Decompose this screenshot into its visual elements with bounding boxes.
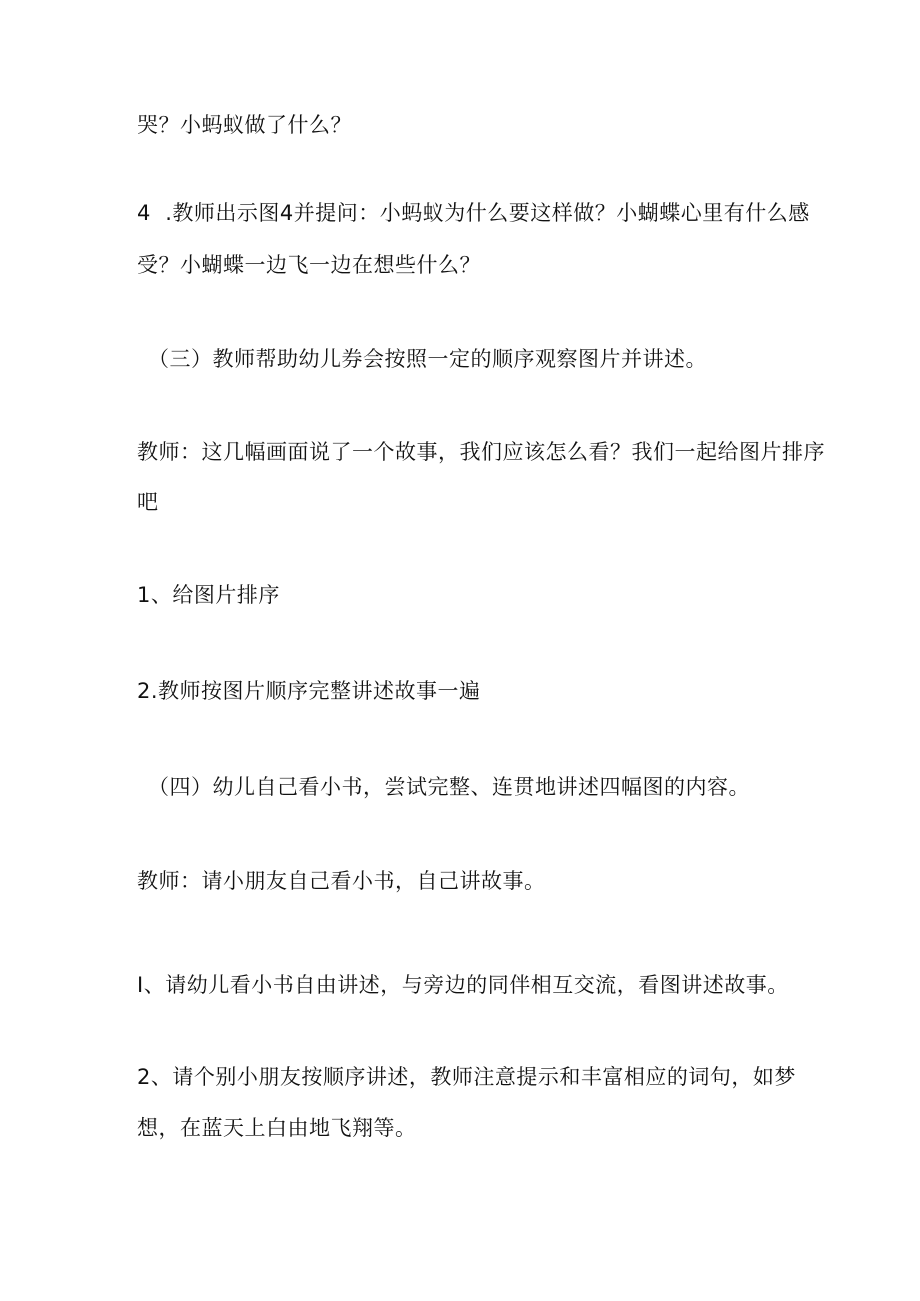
paragraph-line-2: 4 .教师出示图4并提问：小蚂蚁为什么要这样做？小蝴蝶心里有什么感	[137, 201, 810, 225]
paragraph-line-6: 教师：请小朋友自己看小书，自己讲故事。	[137, 869, 546, 893]
paragraph-line-1: 哭？小蚂蚁做了什么？	[137, 113, 352, 137]
paragraph-line-5: 吧	[137, 490, 159, 514]
list-item-4: 2、请个别小朋友按顺序讲述，教师注意提示和丰富相应的词句，如梦	[137, 1065, 796, 1089]
list-item-4-continued: 想，在蓝天上白由地飞翔等。	[137, 1116, 417, 1140]
paragraph-line-3: 受？小蝴蝶一边飞一边在想些什么？	[137, 253, 481, 277]
list-item-1: 1、给图片排序	[137, 583, 280, 607]
section-heading-3: （三）教师帮助幼儿券会按照一定的顺序观察图片并讲述。	[148, 347, 707, 371]
section-heading-4: （四）幼儿自己看小书，尝试完整、连贯地讲述四幅图的内容。	[148, 775, 750, 799]
list-item-3: I、请幼儿看小书自由讲述，与旁边的同伴相互交流，看图讲述故事。	[137, 973, 789, 997]
paragraph-line-4: 教师：这几幅画面说了一个故事，我们应该怎么看？我们一起给图片排序	[137, 440, 825, 464]
list-item-2: 2.教师按图片顺序完整讲述故事一遍	[137, 679, 481, 703]
